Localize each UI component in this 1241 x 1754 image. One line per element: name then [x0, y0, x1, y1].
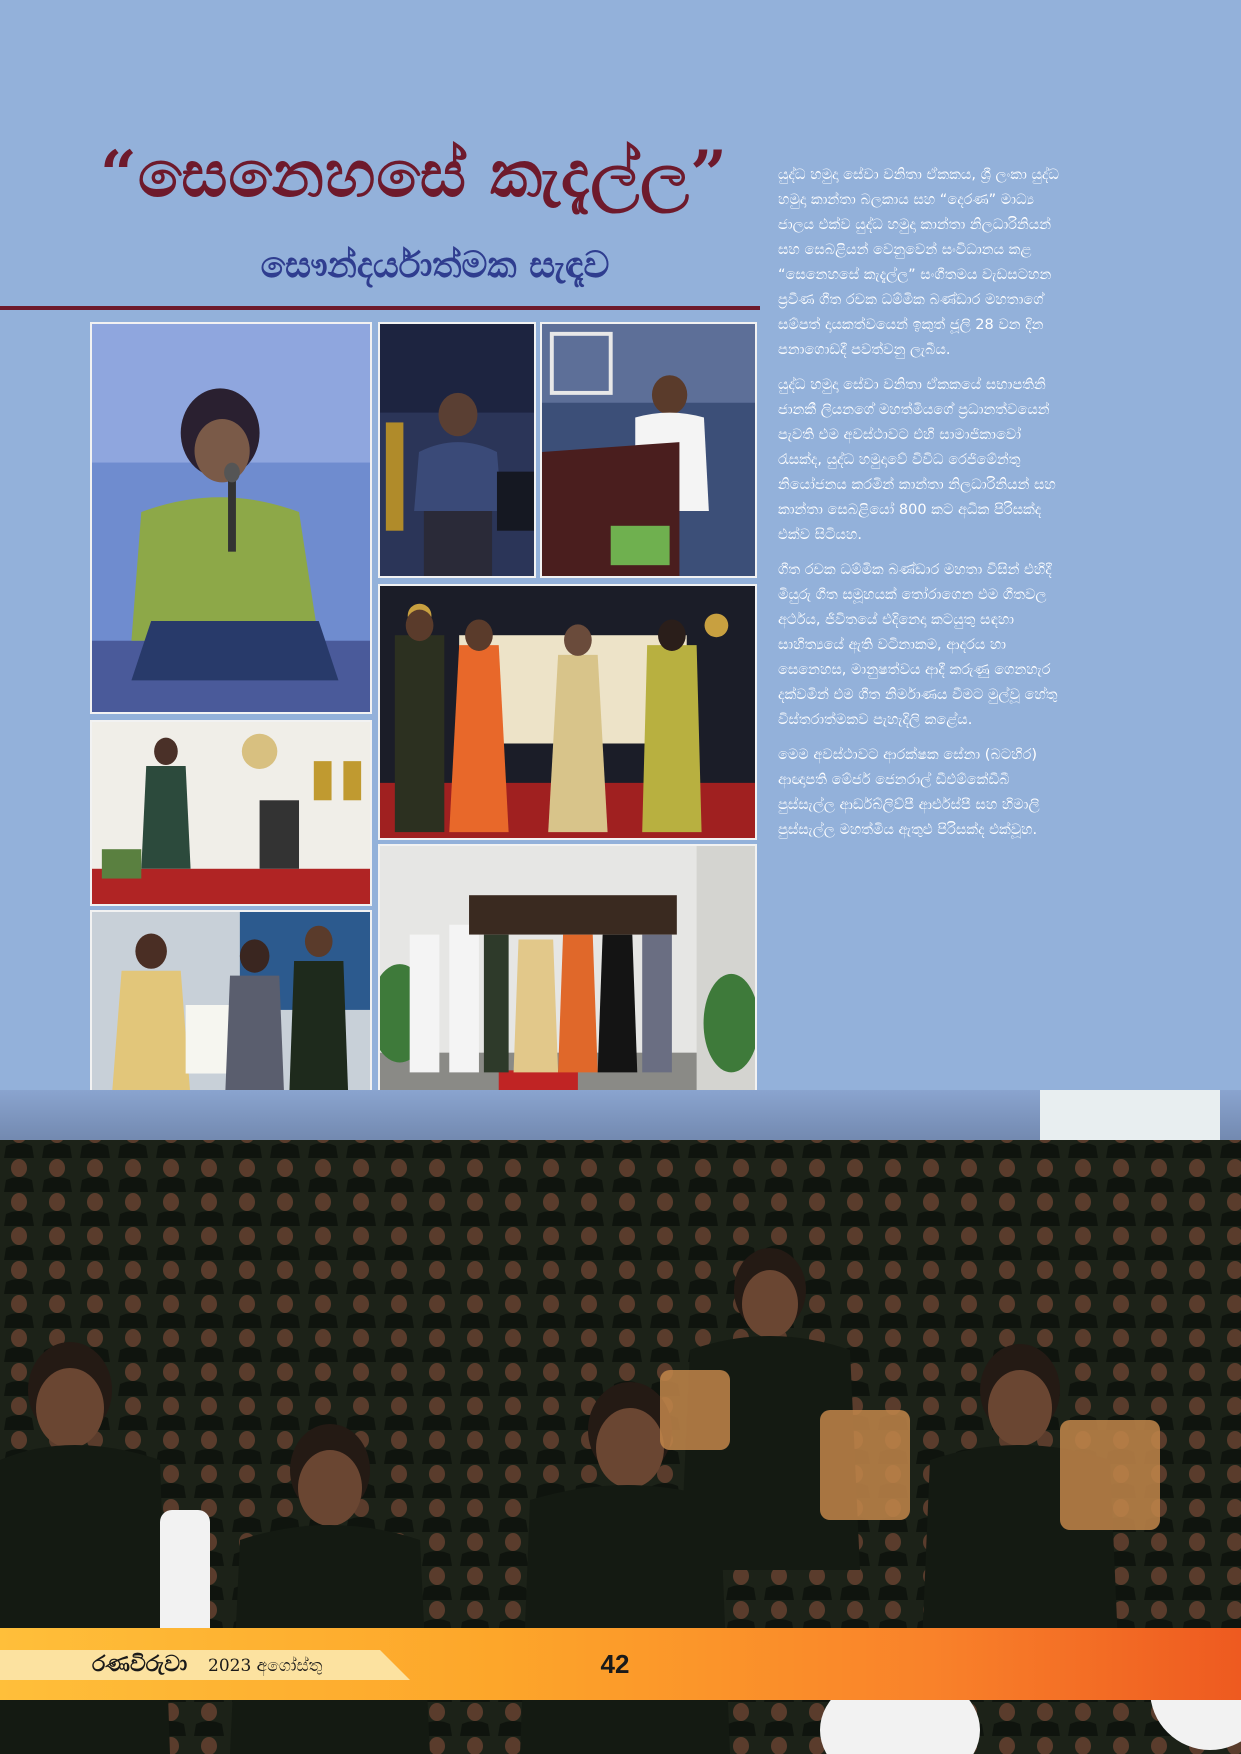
photo-group [378, 844, 757, 1096]
photo-singer-performing [378, 322, 536, 578]
photo-speaker-at-podium [540, 322, 757, 578]
subheadline: සෞන්දර්යාත්මක සැඳෑව [260, 245, 610, 286]
issue-date: 2023 අගෝස්තු [208, 1656, 323, 1676]
footer-masthead-tab [0, 1650, 410, 1680]
title-rule [0, 306, 760, 310]
magazine-brand: රණවිරුවා [92, 1651, 188, 1677]
photo-gift-handover [90, 910, 372, 1100]
headline: “සෙනෙහසේ කැදැල්ල” [100, 137, 728, 212]
article-paragraph: මෙම අවස්ථාවට ආරක්ෂක සේනා (බටහිර) ආඥාපති මේජර් ජෙනරාල් ඩීඑම්කේඩීබී පුස්සැල්ල ආර්ඩබ්ලිව්පී ආර්එස්පී සහ හිමාලි පුස්සැල්ල මහත්මිය ඇතුළු පිරිසක්ද එක්වූහ. [778, 747, 1040, 838]
page-number: 42 [600, 1649, 630, 1679]
article-paragraph: ගීත රචක ධම්මික බණ්ඩාර මහතා විසින් එහිදී මියුරු ගීත සමූහයක් තෝරාගෙන එම ගීතවල අර්ථය, ජීවිතයේ එදිනෙදා කටයුතු සඳහා සාහිත්‍යයේ ඇති වටිනාකම, ආදරය හා සෙනෙහස, මානුෂත්වය ආදී කරුණු ගෙනහැර දක්වමින් එම ගීත නිර්මාණය වීමට මුල්වූ හේතු විස්තරාත්මකව පැහැදිලි කළේය. [778, 562, 1058, 728]
photo-lyricist-speaking [90, 322, 372, 714]
photo-award-presentation [378, 584, 757, 840]
article-body [778, 163, 1063, 853]
photo-stage-performance [90, 720, 372, 906]
article-paragraph: යුද්ධ හමුදා සේවා වනිතා ඒකකයේ සභාපතිනි ජානකී ලියනගේ මහත්මියගේ ප්‍රධානත්වයෙන් පැවති එම අවස්ථාවට එහි සාමාජිකාවෝ රැසක්ද, යුද්ධ හමුදාවේ විවිධ රෙජිමේන්තු නියෝජනය කරමින් කාන්තා නිලධාරිනියන් සහ කාන්තා සෙබළියෝ 800 කට අධික පිරිසක්ද එක්ව සිටියහ. [778, 377, 1056, 543]
article-paragraph: යුද්ධ හමුදා සේවා වනිතා ඒකකය, ශ්‍රී ලංකා යුද්ධ හමුදා කාන්තා බලකාය සහ “දෙරණ” මාධ්‍ය ජාලය එක්ව යුද්ධ හමුදා කාන්තා නිලධාරිනියන් සහ සෙබළියන් වෙනුවෙන් සංවිධානය කළ “සෙනෙහසේ කැදැල්ල” සංගීතමය වැඩසටහන ප්‍රවීණ ගීත රචක ධම්මික බණ්ඩාර මහතාගේ සම්පත් දායකත්වයෙන් ඉකුත් ජූලි 28 වන දින පනාගොඩදී පවත්වනු ලැබීය. [778, 167, 1060, 358]
